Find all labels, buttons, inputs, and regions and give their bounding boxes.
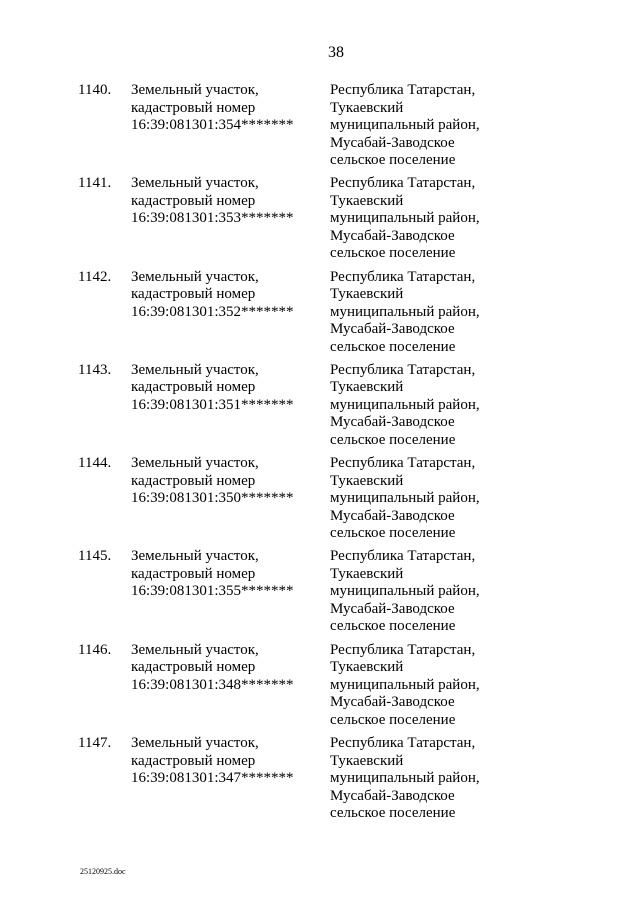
object-cadastral-label: кадастровый номер xyxy=(131,752,256,769)
location-settlement-name: Мусабай-Заводское xyxy=(330,414,455,431)
location-district-name: Тукаевский xyxy=(330,752,404,769)
object-cadastral-label: кадастровый номер xyxy=(131,286,256,303)
location-settlement-type: сельское поселение xyxy=(330,431,456,448)
entry-object xyxy=(131,548,321,601)
location-settlement-type: сельское поселение xyxy=(330,618,456,635)
location-republic: Республика Татарстан, xyxy=(330,735,476,752)
location-republic: Республика Татарстан, xyxy=(330,641,476,658)
object-type: Земельный участок, xyxy=(131,82,259,98)
entry-number: 1141. xyxy=(78,175,112,192)
location-settlement-name: Мусабай-Заводское xyxy=(330,134,455,151)
location-settlement-name: Мусабай-Заводское xyxy=(330,600,455,617)
entry-number: 1144. xyxy=(78,455,112,472)
entry-object xyxy=(131,642,321,695)
location-district-name: Тукаевский xyxy=(330,99,404,116)
location-settlement-name: Мусабай-Заводское xyxy=(330,694,455,711)
location-settlement-type: сельское поселение xyxy=(330,152,456,168)
location-district-name: Тукаевский xyxy=(330,659,404,676)
entry-number: 1143. xyxy=(78,361,112,378)
object-cadastral-label: кадастровый номер xyxy=(131,99,256,116)
list-item xyxy=(0,642,640,735)
object-cadastral-number: 16:39:081301:354******* xyxy=(131,117,294,133)
list-item xyxy=(0,82,640,175)
location-district-type: муниципальный район, xyxy=(330,490,480,507)
location-republic: Республика Татарстан, xyxy=(330,175,476,192)
location-republic: Республика Татарстан, xyxy=(330,82,476,98)
location-settlement-type: сельское поселение xyxy=(330,245,456,262)
entry-object xyxy=(131,175,321,228)
list-item xyxy=(0,735,640,828)
entry-location xyxy=(330,455,580,543)
object-type: Земельный участок, xyxy=(131,268,259,285)
entry-location xyxy=(330,175,580,263)
object-cadastral-number: 16:39:081301:353******* xyxy=(131,210,294,227)
object-type: Земельный участок, xyxy=(131,548,259,565)
location-district-name: Тукаевский xyxy=(330,379,404,396)
location-republic: Республика Татарстан, xyxy=(330,455,476,472)
object-cadastral-number: 16:39:081301:355******* xyxy=(131,583,294,600)
location-district-type: муниципальный район, xyxy=(330,396,480,413)
entry-location xyxy=(330,362,580,450)
object-cadastral-number: 16:39:081301:350******* xyxy=(131,490,294,507)
location-settlement-name: Мусабай-Заводское xyxy=(330,227,455,244)
location-settlement-type: сельское поселение xyxy=(330,805,456,822)
entry-location xyxy=(330,642,580,730)
location-settlement-type: сельское поселение xyxy=(330,711,456,728)
object-cadastral-number: 16:39:081301:347******* xyxy=(131,770,294,787)
entry-location xyxy=(330,735,580,823)
location-district-type: муниципальный район, xyxy=(330,583,480,600)
list-item xyxy=(0,175,640,268)
object-cadastral-label: кадастровый номер xyxy=(131,659,256,676)
entry-location xyxy=(330,269,580,357)
location-settlement-type: сельское поселение xyxy=(330,525,456,542)
entry-object xyxy=(131,82,321,135)
entries-list xyxy=(0,82,640,828)
object-type: Земельный участок, xyxy=(131,175,259,192)
entry-object xyxy=(131,455,321,508)
location-settlement-name: Мусабай-Заводское xyxy=(330,321,455,338)
object-cadastral-number: 16:39:081301:348******* xyxy=(131,676,294,693)
location-settlement-name: Мусабай-Заводское xyxy=(330,787,455,804)
location-settlement-type: сельское поселение xyxy=(330,338,456,355)
location-district-type: муниципальный район, xyxy=(330,117,480,133)
location-republic: Республика Татарстан, xyxy=(330,361,476,378)
entry-number: 1146. xyxy=(78,641,112,658)
location-district-type: муниципальный район, xyxy=(330,303,480,320)
entry-object xyxy=(131,362,321,415)
entry-number: 1145. xyxy=(78,548,112,565)
object-cadastral-label: кадастровый номер xyxy=(131,379,256,396)
location-district-type: муниципальный район, xyxy=(330,210,480,227)
location-district-name: Тукаевский xyxy=(330,286,404,303)
footer-filename: 25120925.doc xyxy=(80,867,126,876)
location-district-type: муниципальный район, xyxy=(330,770,480,787)
object-cadastral-label: кадастровый номер xyxy=(131,565,256,582)
object-type: Земельный участок, xyxy=(131,641,259,658)
entry-number: 1142. xyxy=(78,268,112,285)
object-cadastral-number: 16:39:081301:351******* xyxy=(131,396,294,413)
entry-number: 1140. xyxy=(78,82,112,98)
location-district-type: муниципальный район, xyxy=(330,676,480,693)
entry-object xyxy=(131,735,321,788)
location-republic: Республика Татарстан, xyxy=(330,548,476,565)
list-item xyxy=(0,548,640,641)
object-cadastral-number: 16:39:081301:352******* xyxy=(131,303,294,320)
location-district-name: Тукаевский xyxy=(330,472,404,489)
list-item xyxy=(0,269,640,362)
object-cadastral-label: кадастровый номер xyxy=(131,192,256,209)
entry-object xyxy=(131,269,321,322)
location-republic: Республика Татарстан, xyxy=(330,268,476,285)
entry-number: 1147. xyxy=(78,735,112,752)
list-item xyxy=(0,455,640,548)
location-district-name: Тукаевский xyxy=(330,192,404,209)
page-number: 38 xyxy=(328,44,344,61)
entry-location xyxy=(330,548,580,636)
location-settlement-name: Мусабай-Заводское xyxy=(330,507,455,524)
entry-location xyxy=(330,82,580,170)
list-item xyxy=(0,362,640,455)
location-district-name: Тукаевский xyxy=(330,565,404,582)
object-type: Земельный участок, xyxy=(131,455,259,472)
object-type: Земельный участок, xyxy=(131,735,259,752)
object-type: Земельный участок, xyxy=(131,361,259,378)
object-cadastral-label: кадастровый номер xyxy=(131,472,256,489)
